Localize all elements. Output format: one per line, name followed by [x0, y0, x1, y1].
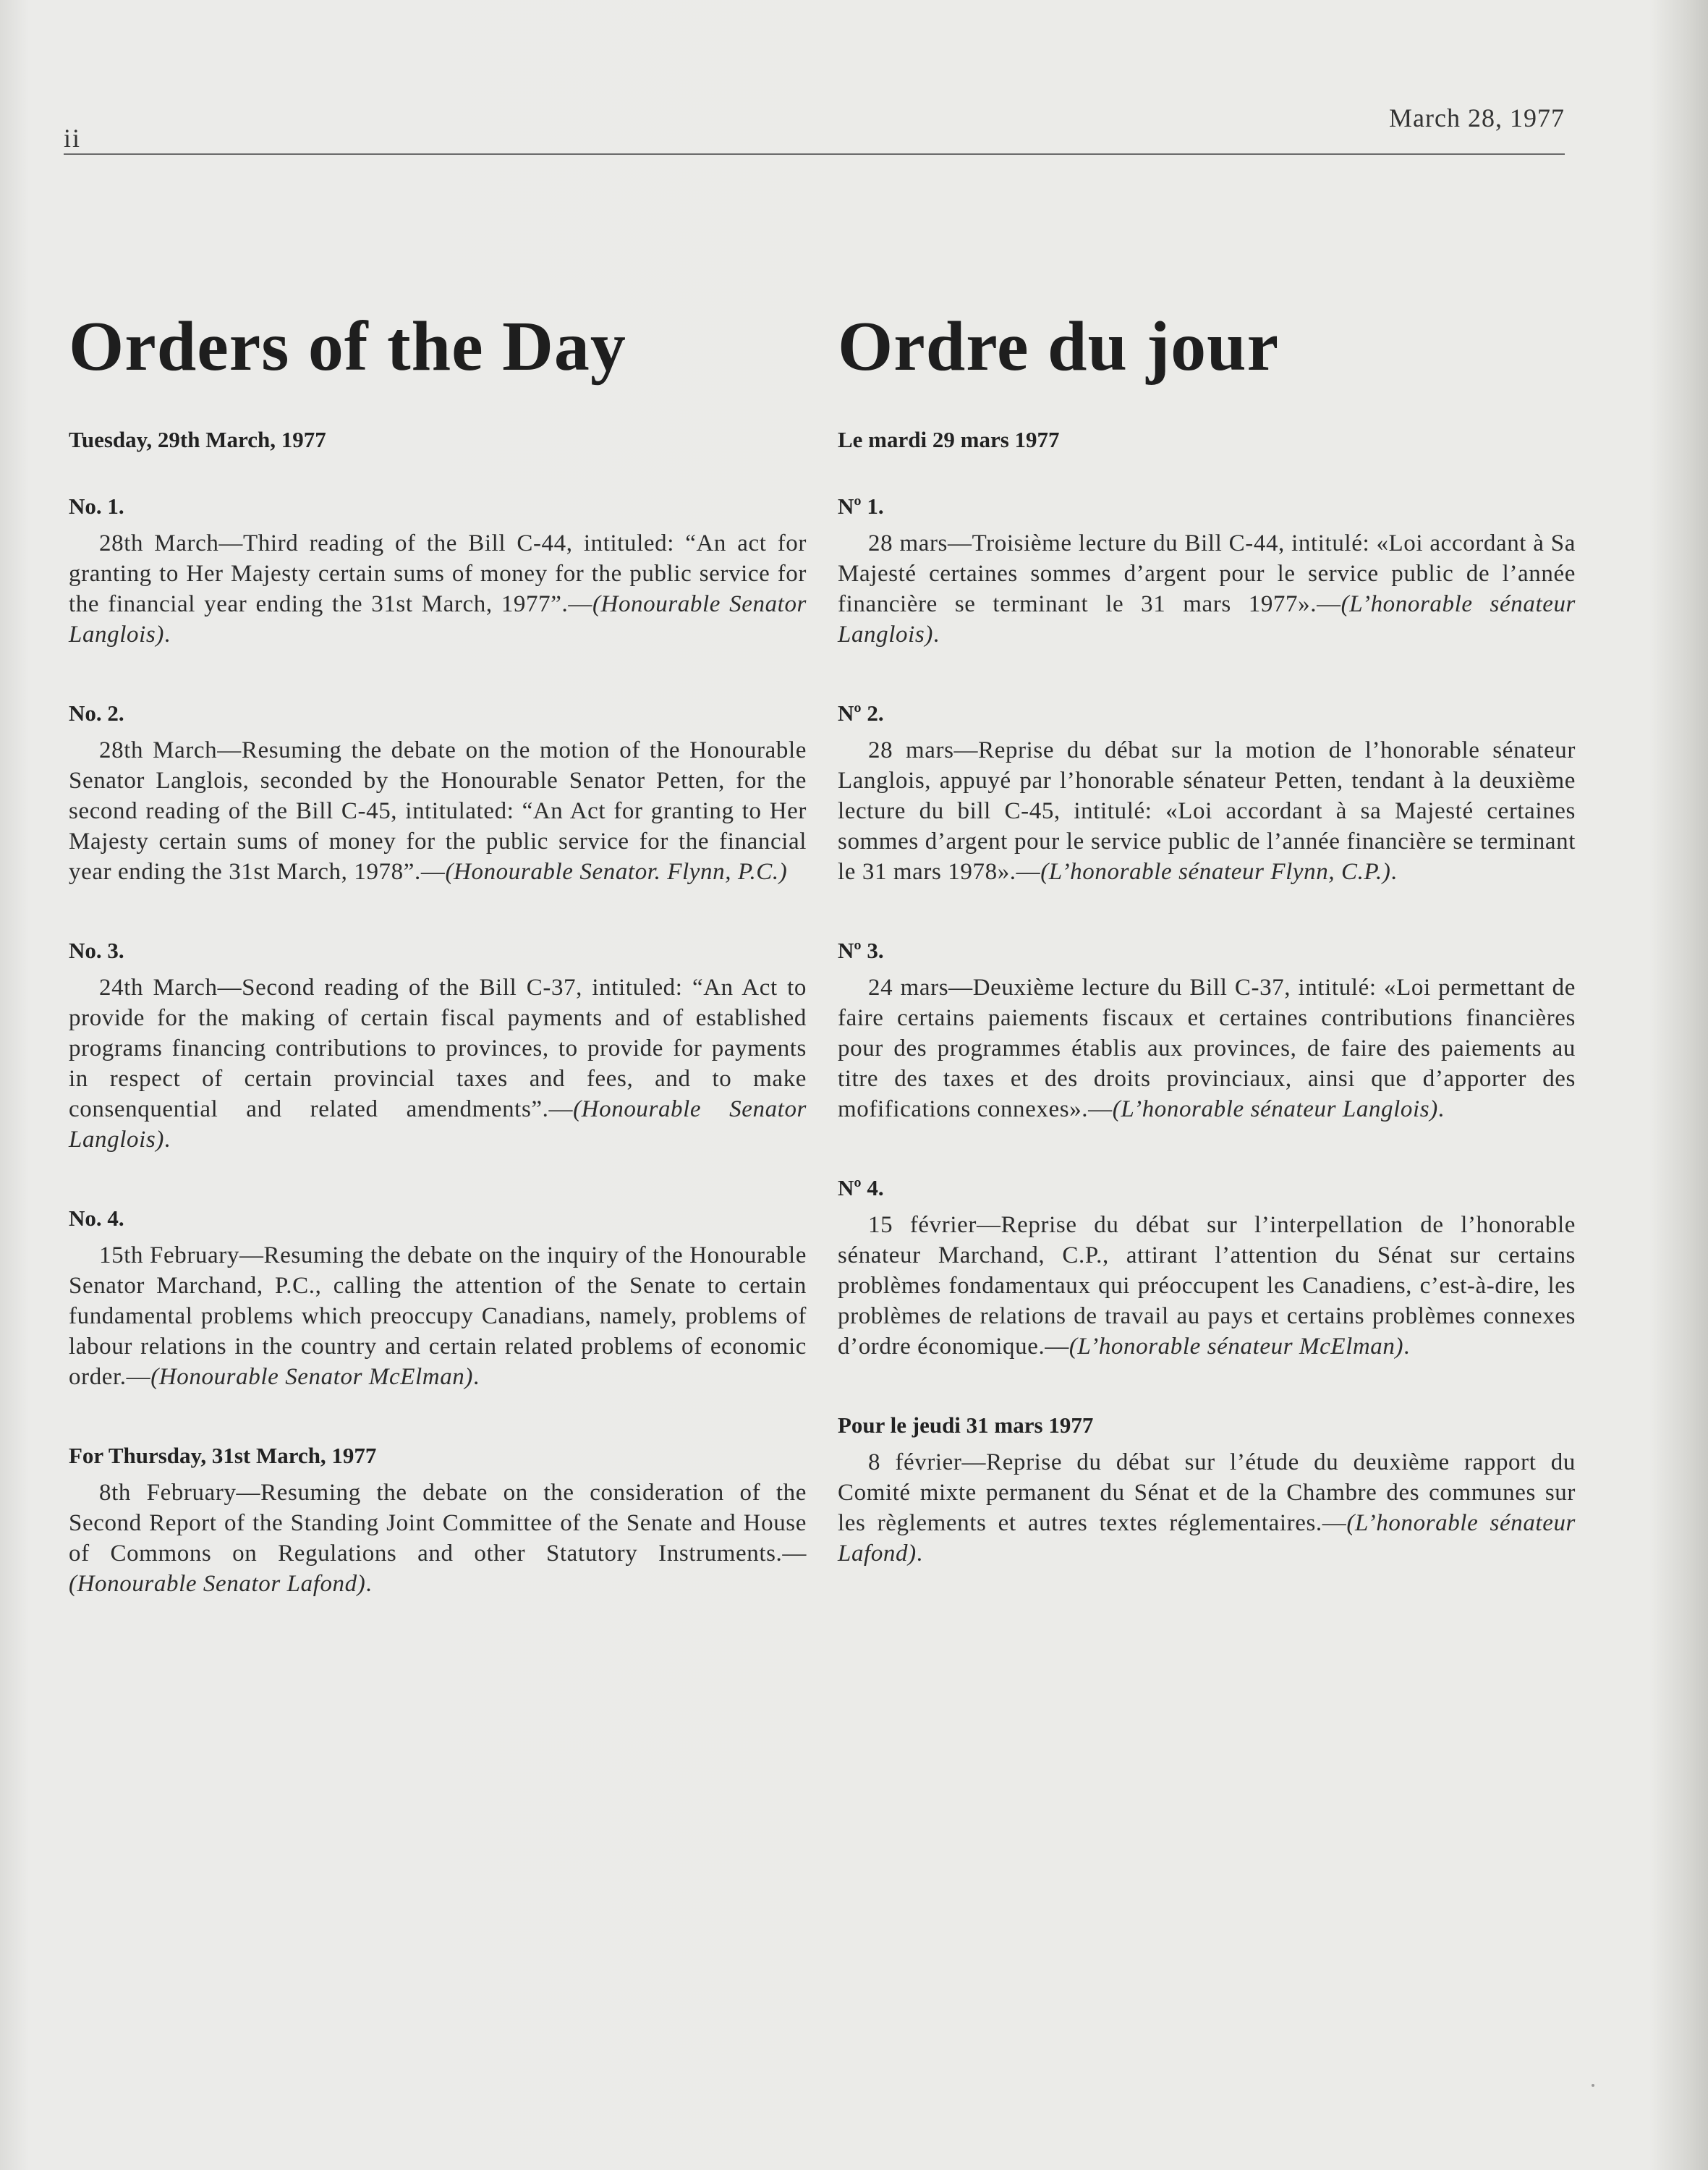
item-number: No. 3.	[69, 938, 124, 963]
item-text	[838, 735, 1576, 887]
item-sponsor: (L’honorable sénateur Langlois)	[838, 591, 1576, 648]
item-end: .	[1403, 1334, 1410, 1360]
item-end: .	[1437, 1096, 1445, 1122]
item-body: 28th March—Third reading of the Bill C-44, intituled: “An act for granting to Her Majesty certain sums of money for the public service for the financial year ending the 31st March, 1977”.—	[69, 530, 807, 617]
item-text	[69, 972, 807, 1155]
item-number: No. 2.	[69, 700, 124, 726]
item-sponsor: (L’honorable sénateur McElman)	[1068, 1334, 1404, 1360]
english-item-2	[69, 700, 807, 887]
item-sponsor: (L’honorable sénateur Langlois)	[1112, 1096, 1438, 1122]
french-date-heading: Le mardi 29 mars 1977	[838, 427, 1060, 452]
item-body: 15th February—Resuming the debate on the inquiry of the Honourable Senator Marchand, P.C., calling the attention of the Senate to certain fundamental problems which preoccupy Canadians, namely, problems of labour relations in the country and certain related problems of economic order.—	[69, 1242, 807, 1390]
running-date: March 28, 1977	[1389, 103, 1565, 132]
item-body: 24th March—Second reading of the Bill C-37, intituled: “An Act to provide for the making of certain fiscal payments and of established programs financing contributions to provinces, to provide for payments in respect of certain provincial taxes and fees, and to make consenquential and related amendments”.—	[69, 975, 807, 1122]
item-body: 8 février—Reprise du débat sur l’étude du deuxième rapport du Comité mixte permanent du Sénat et de la Chambre des communes sur les règlements et autres textes réglementaires.—	[838, 1449, 1576, 1536]
item-text	[838, 1447, 1576, 1569]
item-end: .	[932, 622, 940, 648]
item-body: 28th March—Resuming the debate on the motion of the Honourable Senator Langlois, seconded by the Honourable Senator Petten, for the second reading of the Bill C-45, intitulated: “An Act for granting to Her Majesty certain sums of money for the public service for the financial year ending the 31st March, 1978”.—	[69, 737, 807, 885]
french-item-1	[838, 493, 1576, 650]
item-end: .	[163, 1127, 171, 1153]
item-number: No. 4.	[69, 1205, 124, 1231]
item-text	[69, 528, 807, 650]
item-number: No. 1.	[69, 493, 124, 519]
french-item-4	[838, 1175, 1576, 1362]
item-text	[69, 1478, 807, 1599]
item-number: Nº 1.	[838, 493, 884, 519]
item-end: .	[1390, 859, 1398, 885]
item-number: Nº 3.	[838, 938, 884, 963]
french-column	[838, 308, 1576, 1569]
french-item-jeudi	[838, 1412, 1576, 1569]
item-sponsor: (L’honorable sénateur Lafond)	[838, 1510, 1576, 1567]
page-number: ii	[64, 124, 82, 153]
item-body: 15 février—Reprise du débat sur l’interpellation de l’honorable sénateur Marchand, C.P., attirant l’attention du Sénat sur certains problèmes fondamentaux qui préoccupent les Canadiens, c’est-à-dire, les problèmes de relations de travail au pays et certains problèmes connexes d’ordre économique.—	[838, 1212, 1576, 1360]
english-item-3	[69, 938, 807, 1155]
item-number: Nº 2.	[838, 700, 884, 726]
item-number: Nº 4.	[838, 1175, 884, 1200]
paper-speck	[1592, 2084, 1594, 2087]
item-text	[69, 735, 807, 887]
english-item-4	[69, 1205, 807, 1392]
item-sponsor: (Honourable Senator McElman)	[150, 1364, 473, 1390]
english-item-1	[69, 493, 807, 650]
english-title: Orders of the Day	[69, 308, 626, 386]
item-body: 24 mars—Deuxième lecture du Bill C-37, intitulé: «Loi permettant de faire certains paiements fiscaux et certaines contributions financières pour des programmes établis aux provinces, de faire des paiements au titre des taxes et des droits provinciaux, ainsi que d’apporter des mofifications connexes».—	[838, 975, 1576, 1122]
french-item-2	[838, 700, 1576, 887]
french-item-3	[838, 938, 1576, 1124]
item-body: 28 mars—Reprise du débat sur la motion de l’honorable sénateur Langlois, appuyé par l’honorable sénateur Petten, tendant à la deuxième lecture du bill C-45, intitulé: «Loi accordant à sa Majesté certaines sommes d’argent pour le service public de l’année financière se terminant le 31 mars 1978».—	[838, 737, 1576, 885]
item-end: .	[473, 1364, 480, 1390]
item-body: 8th February—Resuming the debate on the consideration of the Second Report of the Standing Joint Committee of the Senate and House of Commons on Regulations and other Statutory Instruments.—	[69, 1480, 807, 1567]
english-column	[69, 308, 807, 1599]
item-end: .	[916, 1540, 923, 1567]
item-sponsor: (Honourable Senator Langlois)	[69, 591, 807, 648]
item-sponsor: (L’honorable sénateur Flynn, C.P.)	[1040, 859, 1391, 885]
header-rule	[64, 153, 1565, 155]
item-sponsor: (Honourable Senator Langlois)	[69, 1096, 807, 1153]
item-body: 28 mars—Troisième lecture du Bill C-44, intitulé: «Loi accordant à Sa Majesté certaines sommes d’argent pour le service public de l’année financière se terminant le 31 mars 1977».—	[838, 530, 1576, 617]
item-sponsor: (Honourable Senator. Flynn, P.C.)	[445, 859, 788, 885]
item-text	[838, 528, 1576, 650]
item-text	[69, 1240, 807, 1392]
english-date-heading: Tuesday, 29th March, 1977	[69, 427, 326, 452]
item-sponsor: (Honourable Senator Lafond)	[69, 1571, 366, 1597]
item-text	[838, 1210, 1576, 1362]
item-end: .	[163, 622, 171, 648]
french-title: Ordre du jour	[838, 308, 1280, 386]
item-text	[838, 972, 1576, 1124]
item-number: For Thursday, 31st March, 1977	[69, 1443, 377, 1468]
english-item-thursday	[69, 1443, 807, 1599]
item-end: .	[365, 1571, 373, 1597]
item-number: Pour le jeudi 31 mars 1977	[838, 1412, 1094, 1438]
